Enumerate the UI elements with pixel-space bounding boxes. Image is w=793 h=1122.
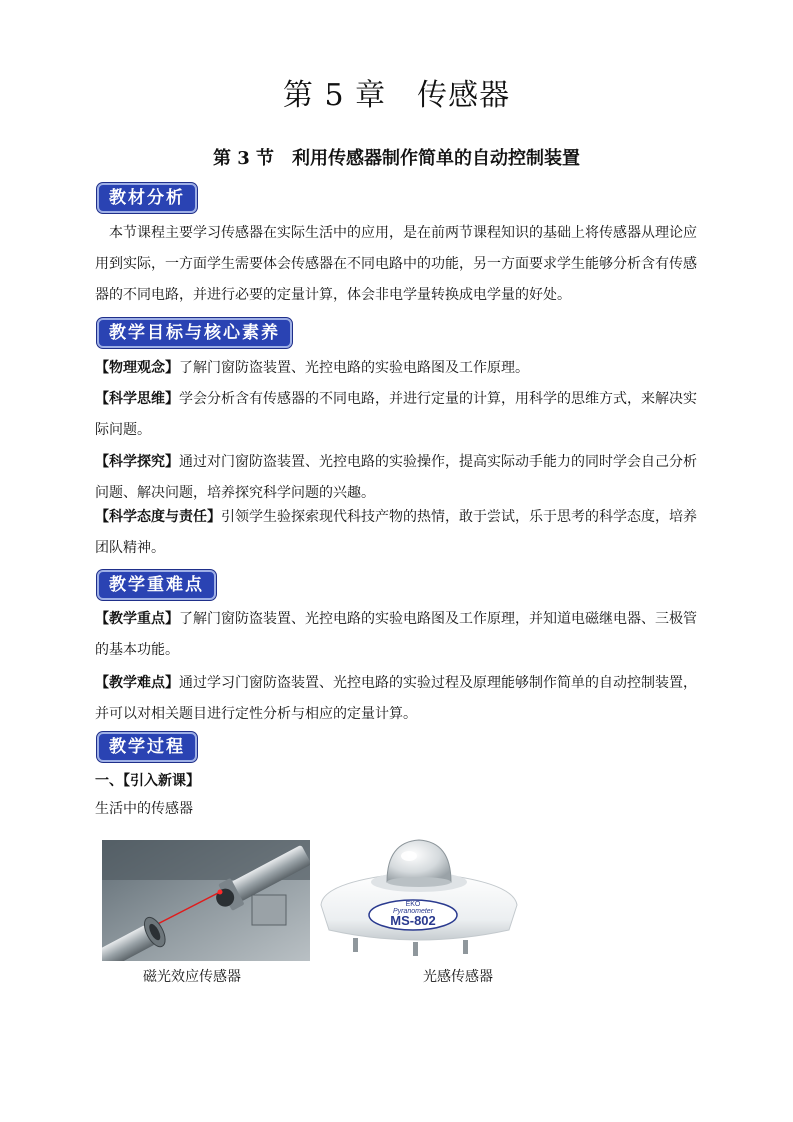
process-intro: 生活中的传感器 [95,801,193,817]
keypoint-label: 【教学重点】 [95,611,179,627]
device-model: MS-802 [390,913,436,928]
goal-text: 引领学生验探索现代科技产物的热情，敢于尝试，乐于思考的科学态度，培养 [221,509,697,525]
goal-text: 问题、解决问题，培养探究科学问题的兴趣。 [95,485,375,501]
goal-text: 了解门窗防盗装置、光控电路的实验电路图及工作原理。 [179,360,529,376]
keypoint-text: 了解门窗防盗装置、光控电路的实验电路图及工作原理，并知道电磁继电器、三极管 [179,611,697,627]
keypoint-difficulty [95,668,715,730]
goal-text: 学会分析含有传感器的不同电路，并进行定量的计算，用科学的思维方式，来解决实 [179,391,697,407]
analysis-paragraph [95,218,715,311]
goal-text: 际问题。 [95,422,151,438]
goal-label: 【科学探究】 [95,454,179,470]
goal-physics [95,353,715,384]
analysis-line: 器的不同电路，并进行必要的定量计算，体会非电学量转换成电学量的好处。 [95,287,571,303]
heading-process: 教学过程 [97,732,197,762]
process-step-heading: 一、【引入新课】 [95,773,200,789]
section-title: 第 3 节 利用传感器制作简单的自动控制装置 [212,148,581,169]
keypoint-text: 的基本功能。 [95,642,179,658]
goal-text: 团队精神。 [95,540,165,556]
keypoint-label: 【教学难点】 [95,675,179,691]
left-photo-caption: 磁光效应传感器 [143,969,241,985]
device-brand: EKO [405,901,421,908]
device-sub: Pyranometer [392,908,434,915]
heading-analysis: 教材分析 [97,183,197,213]
keypoint-text: 并可以对相关题目进行定性分析与相应的定量计算。 [95,706,417,722]
pyranometer-illustration [313,820,525,965]
goal-inquiry [95,447,715,509]
sensor-illustration [102,840,310,961]
goal-label: 【科学态度与责任】 [95,509,221,525]
analysis-line: 用到实际，一方面学生需要体会传感器在不同电路中的功能，另一方面要求学生能够分析含有传感 [95,256,697,272]
goal-thinking [95,384,715,446]
heading-keypoints: 教学重难点 [97,570,216,600]
pyranometer-photo [313,820,525,965]
goal-attitude [95,502,715,564]
heading-goals: 教学目标与核心素养 [97,318,292,348]
magneto-optic-sensor-photo [102,840,310,961]
analysis-line: 本节课程主要学习传感器在实际生活中的应用，是在前两节课程知识的基础上将传感器从理论应 [95,225,697,241]
goal-label: 【科学思维】 [95,391,179,407]
keypoint-focus [95,604,715,666]
goal-label: 【物理观念】 [95,360,179,376]
chapter-title: 第 5 章 传感器 [282,78,511,113]
right-photo-caption: 光感传感器 [423,969,493,985]
goal-text: 通过对门窗防盗装置、光控电路的实验操作，提高实际动手能力的同时学会自己分析 [179,454,697,470]
keypoint-text: 通过学习门窗防盗装置、光控电路的实验过程及原理能够制作简单的自动控制装置， [179,675,697,691]
